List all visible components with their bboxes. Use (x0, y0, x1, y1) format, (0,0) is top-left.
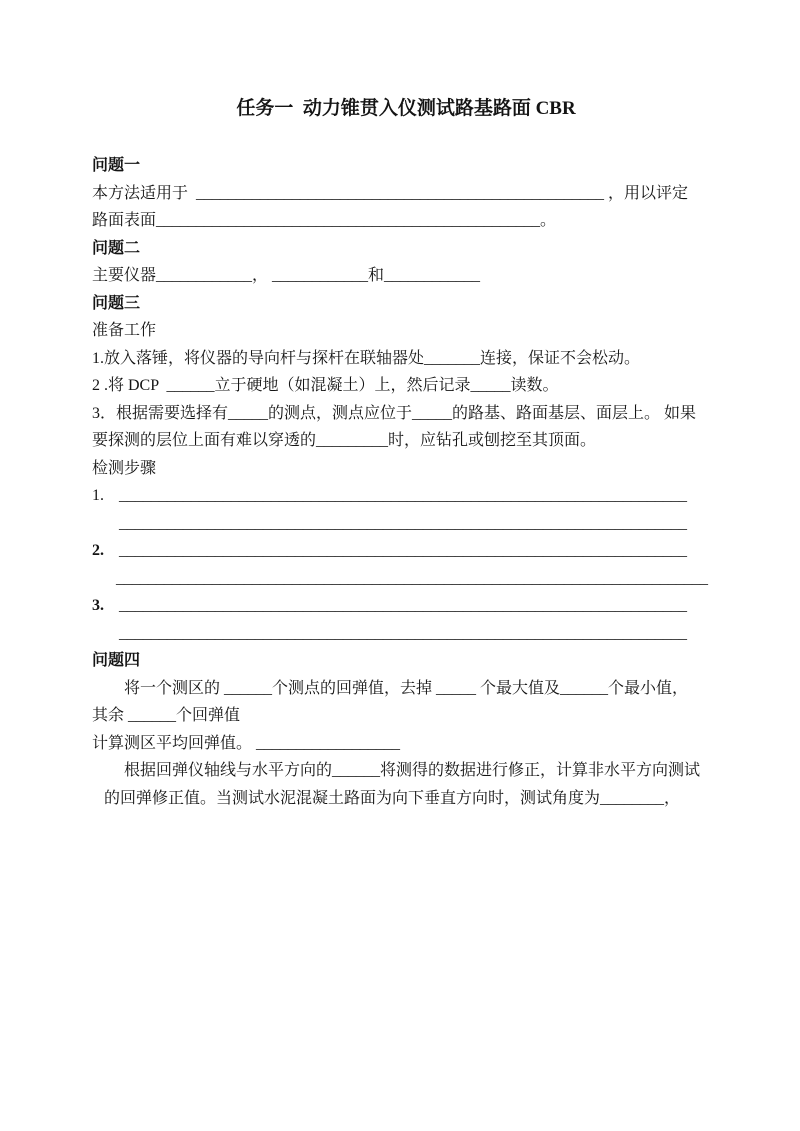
step-1-line[interactable] (92, 482, 720, 510)
question-4-heading: 问题四 (92, 652, 141, 669)
q4-fill-line-1[interactable]: 将一个测区的 ______个测点的回弹值，去掉 _____ 个最大值及______个最小值， (124, 679, 689, 697)
step-1-number: 1. (92, 487, 104, 504)
question-2-heading: 问题二 (92, 239, 141, 257)
q3-steps-label: 检测步骤 (92, 459, 157, 477)
q4-fill-line-4[interactable]: 根据回弹仪轴线与水平方向的______将测得的数据进行修正，计算非水平方向测试 (124, 762, 701, 779)
q3-prep-label: 准备工作 (92, 322, 157, 339)
step-3-blank[interactable]: _______________________________________________________________________ (119, 597, 687, 614)
document-title: 任务一 动力锥贯入仪测试路基路面 CBR (236, 98, 576, 119)
step-3-number: 3. (92, 597, 104, 614)
q1-fill-line-2[interactable]: 路面表面________________________________________________。 (92, 212, 557, 229)
q3-prep-item-3[interactable]: 3．根据需要选择有_____的测点，测点应位于_____的路基、路面基层、面层上。 如果 (92, 404, 697, 422)
step-3-line[interactable] (92, 592, 720, 620)
step-3-answer-line-2[interactable]: _______________________________________________________________________ (119, 624, 687, 642)
step-2-number: 2. (92, 542, 104, 559)
q4-fill-line-5[interactable]: 的回弹修正值。当测试水泥混凝土路面为向下垂直方向时，测试角度为________， (104, 789, 681, 807)
q3-prep-item-2[interactable]: 2 .将 DCP ______立于硬地（如混凝土）上，然后记录_____读数。 (92, 377, 559, 394)
q2-fill-line[interactable]: 主要仪器____________， ____________和____________ (92, 267, 481, 284)
step-1-blank[interactable]: _______________________________________________________________________ (119, 487, 687, 504)
step-2-line[interactable] (92, 537, 720, 565)
q4-fill-line-2[interactable]: 其余 ______个回弹值 (92, 707, 241, 724)
step-2-answer-line-2[interactable]: __________________________________________________________________________ (116, 569, 708, 587)
q3-prep-item-3-cont[interactable]: 要探测的层位上面有难以穿透的_________时，应钻孔或刨挖至其顶面。 (92, 432, 597, 449)
question-3-heading: 问题三 (92, 294, 141, 312)
step-1-answer-line-2[interactable]: _______________________________________________________________________ (119, 514, 687, 532)
step-2-blank[interactable]: _______________________________________________________________________ (119, 542, 687, 559)
q1-fill-line-1[interactable]: 本方法适用于 ___________________________________________________ ，用以评定 (92, 184, 689, 202)
q3-prep-item-1[interactable]: 1.放入落锤，将仪器的导向杆与探杆在联轴器处_______连接，保证不会松动。 (92, 349, 641, 367)
q4-fill-line-3[interactable]: 计算测区平均回弹值。 __________________ (92, 734, 401, 752)
question-1-heading: 问题一 (92, 157, 141, 174)
